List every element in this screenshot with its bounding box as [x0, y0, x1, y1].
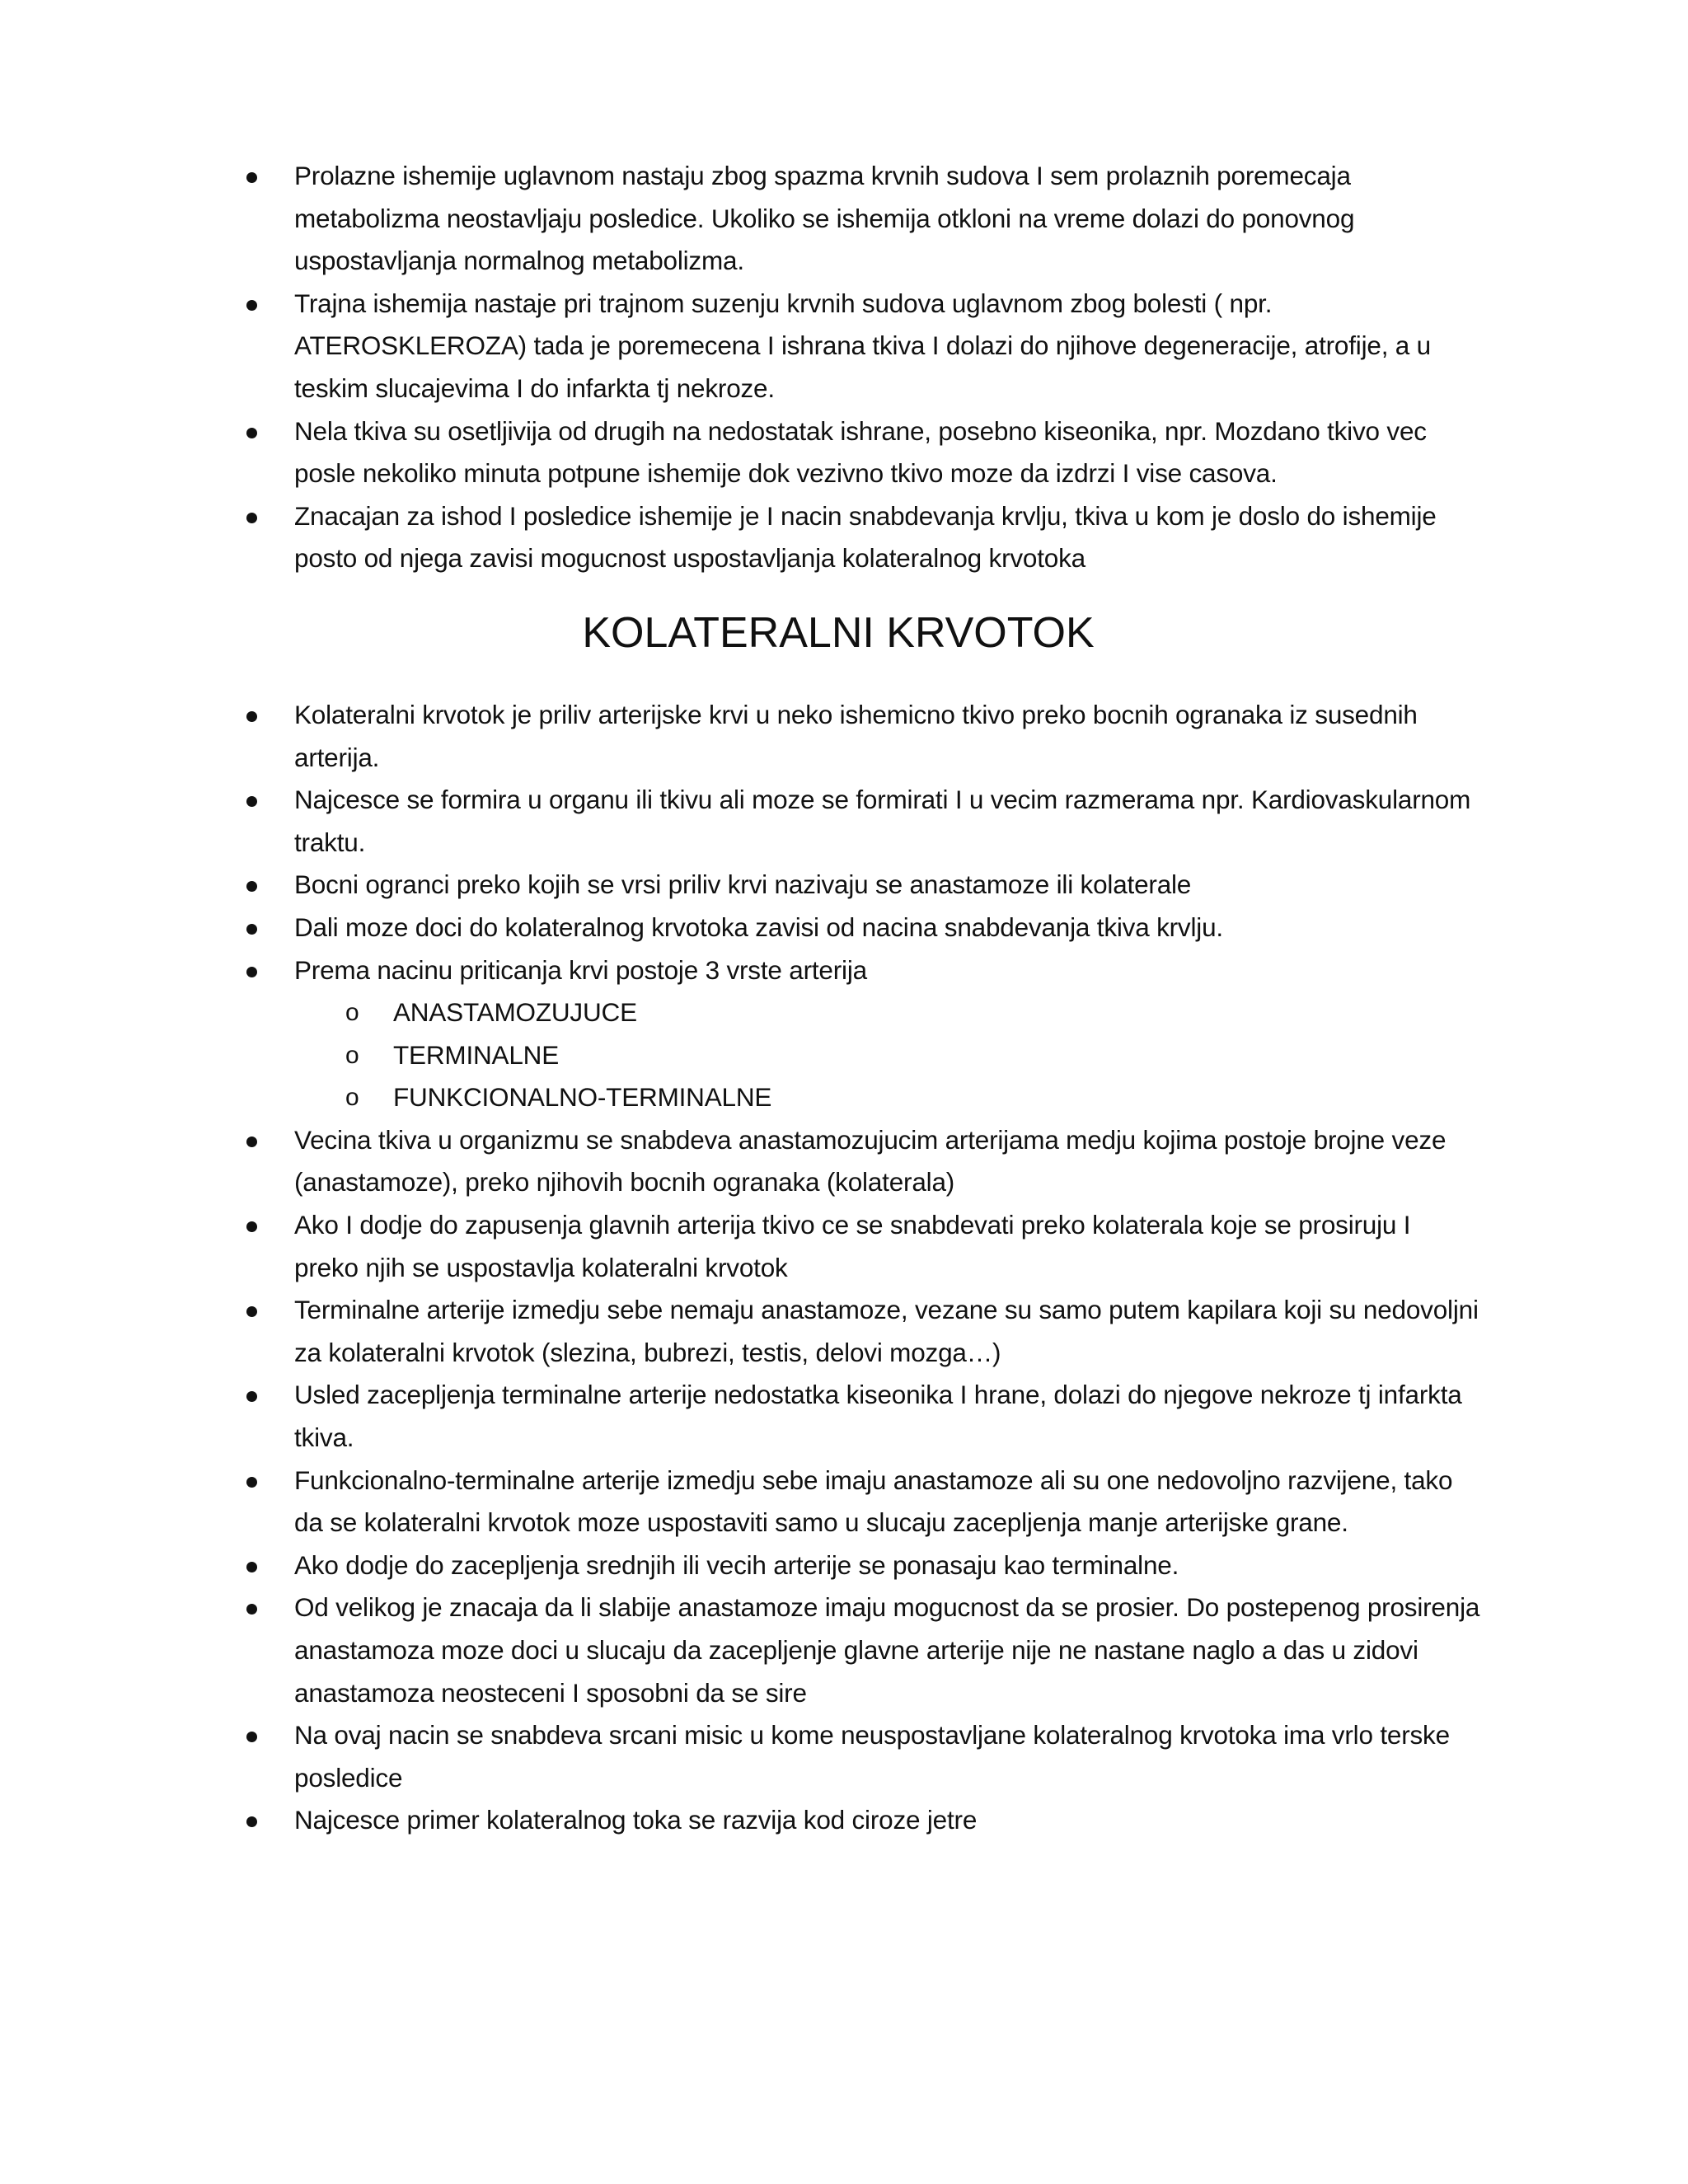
- list-item-text: Prolazne ishemije uglavnom nastaju zbog spazma krvnih sudova I sem prolaznih poremecaja metabolizma neostavljaju posledice. Ukoliko se ishemija otkloni na vreme dolazi do ponovnog uspostavljanja normalnog metabolizma.: [294, 161, 1355, 276]
- collateral-bullet-list: [245, 694, 1481, 991]
- list-item: [245, 1714, 1481, 1799]
- bullet-icon: [246, 1306, 257, 1317]
- bullet-icon: [246, 711, 257, 722]
- bullet-icon: [246, 428, 257, 438]
- bullet-icon: [246, 172, 257, 183]
- list-item: [245, 1460, 1481, 1544]
- bullet-icon: [246, 1477, 257, 1488]
- list-item-text: Usled zacepljenja terminalne arterije nedostatka kiseonika I hrane, dolazi do njegove nekroze tj infarkta tkiva.: [294, 1380, 1462, 1453]
- sublist-item-text: FUNKCIONALNO-TERMINALNE: [393, 1082, 772, 1113]
- list-item: [245, 907, 1481, 949]
- list-item-text: Trajna ishemija nastaje pri trajnom suzenju krvnih sudova uglavnom zbog bolesti ( npr. ATEROSKLEROZA) tada je poremecena I ishrana tkiva I dolazi do njihove degeneracije, atrofije, a u teskim slucajevima I do infarkta tj nekroze.: [294, 288, 1431, 403]
- list-item: [245, 495, 1481, 580]
- bullet-icon: [246, 1391, 257, 1402]
- bullet-icon: [246, 1137, 257, 1147]
- list-item-text: Najcesce primer kolateralnog toka se razvija kod ciroze jetre: [294, 1805, 978, 1835]
- ischemia-bullet-list: [245, 155, 1481, 580]
- bullet-icon: [246, 1221, 257, 1232]
- list-item: [245, 1544, 1481, 1587]
- list-item: [245, 1374, 1481, 1459]
- hollow-bullet-icon: o: [345, 1041, 359, 1069]
- list-item-text: Kolateralni krvotok je priliv arterijske krvi u neko ishemicno tkivo preko bocnih ogranaka iz susednih arterija.: [294, 699, 1418, 772]
- bullet-icon: [246, 1604, 257, 1615]
- section-heading: KOLATERALNI KRVOTOK: [582, 608, 1095, 657]
- list-item: [245, 1119, 1481, 1204]
- bullet-icon: [246, 300, 257, 311]
- list-item: [245, 283, 1481, 410]
- document-content: [245, 155, 1481, 1842]
- list-item-text: Ako dodje do zacepljenja srednjih ili vecih arterije se ponasaju kao terminalne.: [294, 1549, 1179, 1580]
- list-item: [245, 1204, 1481, 1289]
- list-item: [245, 694, 1481, 779]
- sublist-item-text: TERMINALNE: [393, 1039, 560, 1070]
- list-item-text: Najcesce se formira u organu ili tkivu ali moze se formirati I u vecim razmerama npr. Kardiovaskularnom traktu.: [294, 785, 1471, 857]
- list-item-text: Na ovaj nacin se snabdeva srcani misic u kome neuspostavljane kolateralnog krvotoka ima vrlo terske posledice: [294, 1720, 1450, 1793]
- bullet-icon: [246, 1562, 257, 1572]
- bullet-icon: [246, 1816, 257, 1827]
- hollow-bullet-icon: o: [345, 999, 359, 1027]
- sublist-item-text: ANASTAMOZUJUCE: [393, 997, 637, 1028]
- hollow-bullet-icon: o: [345, 1084, 359, 1112]
- bullet-icon: [246, 924, 257, 935]
- list-item-text: Znacajan za ishod I posledice ishemije je I nacin snabdevanja krvlju, tkiva u kom je doslo do ishemije posto od njega zavisi mogucnost uspostavljanja kolateralnog krvotoka: [294, 500, 1437, 574]
- list-item: [245, 864, 1481, 907]
- list-item: [245, 1799, 1481, 1842]
- bullet-icon: [246, 1732, 257, 1742]
- bullet-icon: [246, 796, 257, 807]
- list-item: [245, 410, 1481, 495]
- collateral-bullet-list-continued: [245, 1119, 1481, 1842]
- bullet-icon: [246, 967, 257, 977]
- list-item: [245, 1586, 1481, 1714]
- list-item-text: Vecina tkiva u organizmu se snabdeva anastamozujucim arterijama medju kojima postoje brojne veze (anastamoze), preko njihovih bocnih ogranaka (kolaterala): [294, 1124, 1447, 1197]
- list-item-text: Funkcionalno-terminalne arterije izmedju sebe imaju anastamoze ali su one nedovoljno razvijene, tako da se kolateralni krvotok moze uspostaviti samo u slucaju zacepljenja manje arterijske grane.: [294, 1465, 1453, 1538]
- artery-types-sublist: [245, 991, 1481, 1119]
- list-item-text: Od velikog je znacaja da li slabije anastamoze imaju mogucnost da se prosier. Do postepenog prosirenja anastamoza moze doci u slucaju da zacepljenje glavne arterije nije ne nastane naglo a das u zidovi anastamoza neosteceni I sposobni da se sire: [294, 1592, 1480, 1708]
- list-item-text: Prema nacinu priticanja krvi postoje 3 vrste arterija: [294, 954, 867, 985]
- list-item-text: Nela tkiva su osetljivija od drugih na nedostatak ishrane, posebno kiseonika, npr. Mozdano tkivo vec posle nekoliko minuta potpune ishemije dok vezivno tkivo moze da izdrzi I vise casova.: [294, 415, 1427, 489]
- sublist-item: [245, 991, 1481, 1034]
- sublist-item: [245, 1034, 1481, 1077]
- list-item: [245, 1289, 1481, 1374]
- list-item-text: Ako I dodje do zapusenja glavnih arterija tkivo ce se snabdevati preko kolaterala koje se prosiruju I preko njih se uspostavlja kolateralni krvotok: [294, 1210, 1411, 1282]
- bullet-icon: [246, 881, 257, 892]
- list-item: [245, 949, 1481, 992]
- list-item-text: Bocni ogranci preko kojih se vrsi priliv krvi nazivaju se anastamoze ili kolaterale: [294, 869, 1192, 900]
- list-item: [245, 779, 1481, 864]
- list-item: [245, 155, 1481, 283]
- bullet-icon: [246, 513, 257, 523]
- list-item-text: Dali moze doci do kolateralnog krvotoka zavisi od nacina snabdevanja tkiva krvlju.: [294, 912, 1223, 942]
- list-item-text: Terminalne arterije izmedju sebe nemaju anastamoze, vezane su samo putem kapilara koji su nedovoljni za kolateralni krvotok (slezina, bubrezi, testis, delovi mozga…): [294, 1295, 1479, 1367]
- sublist-item: [245, 1076, 1481, 1119]
